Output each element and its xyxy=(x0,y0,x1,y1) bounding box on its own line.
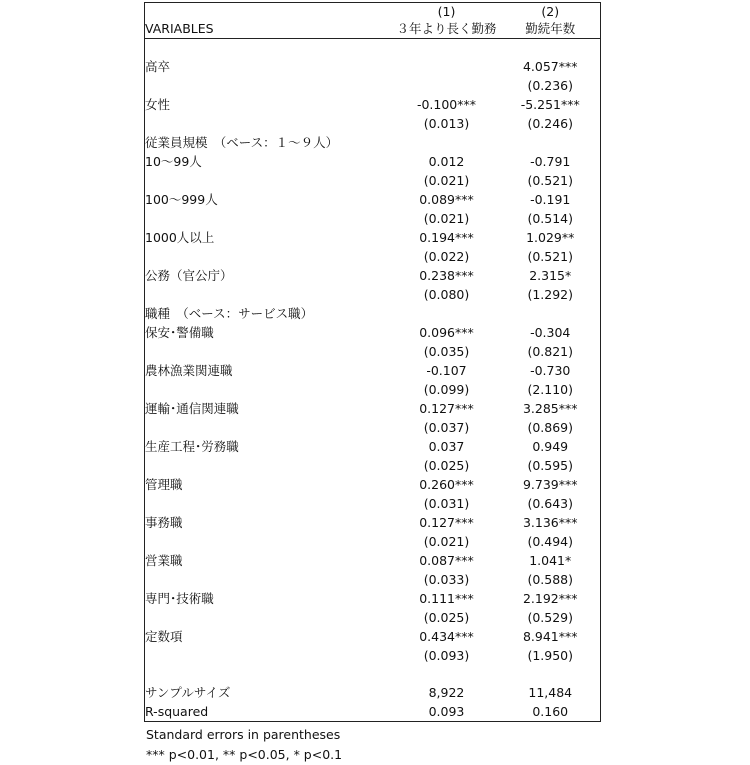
table-row xyxy=(145,532,601,551)
table-row xyxy=(145,399,601,418)
col2-value: 3.136*** xyxy=(501,513,601,532)
row-label xyxy=(145,665,393,683)
col1-value: (0.025) xyxy=(423,458,470,473)
row-label: 1000人以上 xyxy=(145,228,393,247)
row-label: 女性 xyxy=(145,95,393,114)
col2-value: (0.521) xyxy=(501,171,601,190)
col2-value: (0.821) xyxy=(501,342,601,361)
variables-header: VARIABLES xyxy=(145,20,393,39)
row-label: 営業職 xyxy=(145,551,393,570)
table-row xyxy=(145,190,601,209)
row-label: 事務職 xyxy=(145,513,393,532)
row-label: 専門･技術職 xyxy=(145,589,393,608)
table-row xyxy=(145,323,601,342)
header-row-labels xyxy=(145,20,601,39)
row-label xyxy=(145,608,393,627)
col1-value: 0.096*** xyxy=(419,325,474,340)
col2-value: (0.246) xyxy=(501,114,601,133)
col2-value xyxy=(501,665,601,683)
table-row xyxy=(145,342,601,361)
col1-value: 0.093 xyxy=(393,702,501,722)
row-label: 10～99人 xyxy=(145,152,393,171)
table-row xyxy=(145,665,601,683)
col2-value: 8.941*** xyxy=(501,627,601,646)
row-label xyxy=(145,570,393,589)
row-label xyxy=(145,247,393,266)
table-row xyxy=(145,570,601,589)
row-label: 運輸･通信関連職 xyxy=(145,399,393,418)
row-label xyxy=(145,532,393,551)
col2-value: (1.292) xyxy=(501,285,601,304)
col2-value: 2.315* xyxy=(501,266,601,285)
col2-value xyxy=(501,39,601,58)
col2-value: 1.029** xyxy=(501,228,601,247)
col1-value: 0.111*** xyxy=(419,591,474,606)
table-row xyxy=(145,266,601,285)
col2-value: -0.191 xyxy=(501,190,601,209)
col2-value: 0.949 xyxy=(501,437,601,456)
col1-value: 8,922 xyxy=(428,685,465,700)
table-row xyxy=(145,380,601,399)
row-label xyxy=(145,418,393,437)
col1-value: 0.260*** xyxy=(419,477,474,492)
table-row xyxy=(145,551,601,570)
regression-table xyxy=(144,2,601,722)
col1-value: 0.089*** xyxy=(419,192,474,207)
table-notes xyxy=(146,725,342,765)
row-label xyxy=(145,171,393,190)
col1-value: (0.031) xyxy=(423,496,470,511)
row-label: 農林漁業関連職 xyxy=(145,361,393,380)
table-row xyxy=(145,418,601,437)
col1-value: -0.107 xyxy=(426,363,467,378)
row-label xyxy=(145,114,393,133)
col2-value: (0.869) xyxy=(501,418,601,437)
col1-value xyxy=(393,304,501,323)
col2-value: (0.643) xyxy=(501,494,601,513)
col2-value: -0.730 xyxy=(501,361,601,380)
row-label xyxy=(145,39,393,58)
col2-value: 1.041* xyxy=(501,551,601,570)
col1-value: (0.021) xyxy=(423,211,470,226)
col2-value xyxy=(501,133,601,152)
table-row xyxy=(145,57,601,76)
col2-value: (0.529) xyxy=(501,608,601,627)
col1-value: (0.013) xyxy=(423,116,470,131)
col2-header: 勤続年数 xyxy=(501,20,601,39)
col1-header: ３年より長く勤務 xyxy=(393,20,501,39)
col1-value: (0.099) xyxy=(423,382,470,397)
col1-value: 0.127*** xyxy=(419,401,474,416)
col1-value xyxy=(393,133,501,152)
col2-value: -0.791 xyxy=(501,152,601,171)
col1-value xyxy=(393,39,501,58)
col2-value: 4.057*** xyxy=(501,57,601,76)
col1-value: (0.021) xyxy=(423,534,470,549)
col1-number: (1) xyxy=(393,3,501,21)
table-row xyxy=(145,437,601,456)
table-row xyxy=(145,304,601,323)
table-row xyxy=(145,95,601,114)
col1-value: (0.093) xyxy=(423,648,470,663)
table-row xyxy=(145,608,601,627)
row-label: 管理職 xyxy=(145,475,393,494)
row-label: 職種 （ベース：サービス職） xyxy=(145,304,393,323)
row-label xyxy=(145,646,393,665)
notes-standard-errors: Standard errors in parentheses xyxy=(146,727,341,742)
table-row xyxy=(145,627,601,646)
table-row xyxy=(145,646,601,665)
col1-value: (0.037) xyxy=(423,420,470,435)
table-row xyxy=(145,39,601,58)
col1-value: (0.025) xyxy=(423,610,470,625)
col1-value: 0.012 xyxy=(428,154,465,169)
header-row-column-numbers xyxy=(145,3,601,21)
notes-significance: *** p<0.01, ** p<0.05, * p<0.1 xyxy=(146,747,343,762)
table-row xyxy=(145,209,601,228)
table-row xyxy=(145,171,601,190)
col2-number: (2) xyxy=(501,3,601,21)
col2-value: -0.304 xyxy=(501,323,601,342)
col1-value: 0.238*** xyxy=(419,268,474,283)
col1-value: 0.434*** xyxy=(419,629,474,644)
row-label: 公務（官公庁） xyxy=(145,266,393,285)
col1-value: 0.194*** xyxy=(419,230,474,245)
col2-value: (0.236) xyxy=(501,76,601,95)
col1-value: (0.033) xyxy=(423,572,470,587)
col2-value: (0.514) xyxy=(501,209,601,228)
table-row xyxy=(145,114,601,133)
col1-value xyxy=(393,57,501,76)
row-label xyxy=(145,380,393,399)
table-row xyxy=(145,494,601,513)
table-row xyxy=(145,247,601,266)
col2-value xyxy=(501,304,601,323)
row-label xyxy=(145,494,393,513)
row-label xyxy=(145,456,393,475)
col2-value: 2.192*** xyxy=(501,589,601,608)
table-row xyxy=(145,152,601,171)
row-label xyxy=(145,209,393,228)
table-row xyxy=(145,285,601,304)
col2-value: 9.739*** xyxy=(501,475,601,494)
row-label: 高卒 xyxy=(145,57,393,76)
col1-value: 0.037 xyxy=(428,439,465,454)
col2-value: (0.588) xyxy=(501,570,601,589)
row-label xyxy=(145,76,393,95)
col2-value: (0.521) xyxy=(501,247,601,266)
table-row xyxy=(145,456,601,475)
col1-value: (0.080) xyxy=(423,287,470,302)
table-row xyxy=(145,76,601,95)
col1-value: (0.022) xyxy=(423,249,470,264)
row-label: 100～999人 xyxy=(145,190,393,209)
regression-table-container xyxy=(144,2,600,722)
col1-value: (0.021) xyxy=(423,173,470,188)
row-label: R-squared xyxy=(145,702,393,722)
table-row xyxy=(145,702,601,722)
row-label: サンプルサイズ xyxy=(145,683,393,702)
table-row xyxy=(145,513,601,532)
table-row xyxy=(145,683,601,702)
col2-value: (1.950) xyxy=(501,646,601,665)
col1-value xyxy=(393,665,501,683)
row-label: 従業員規模 （ベース：１～９人） xyxy=(145,133,393,152)
col2-value: (2.110) xyxy=(501,380,601,399)
row-label: 生産工程･労務職 xyxy=(145,437,393,456)
table-row xyxy=(145,228,601,247)
table-row xyxy=(145,361,601,380)
table-row xyxy=(145,475,601,494)
header-blank-cell xyxy=(145,3,393,21)
col2-value: 11,484 xyxy=(501,683,601,702)
col1-value: (0.035) xyxy=(423,344,470,359)
col1-value xyxy=(393,76,501,95)
col2-value: 0.160 xyxy=(501,702,601,722)
col1-value: -0.100*** xyxy=(416,97,477,112)
col1-value: 0.087*** xyxy=(419,553,474,568)
table-row xyxy=(145,589,601,608)
row-label xyxy=(145,285,393,304)
col2-value: (0.595) xyxy=(501,456,601,475)
col1-value: 0.127*** xyxy=(419,515,474,530)
row-label: 定数項 xyxy=(145,627,393,646)
col2-value: -5.251*** xyxy=(501,95,601,114)
table-row xyxy=(145,133,601,152)
row-label: 保安･警備職 xyxy=(145,323,393,342)
row-label xyxy=(145,342,393,361)
col2-value: 3.285*** xyxy=(501,399,601,418)
col2-value: (0.494) xyxy=(501,532,601,551)
